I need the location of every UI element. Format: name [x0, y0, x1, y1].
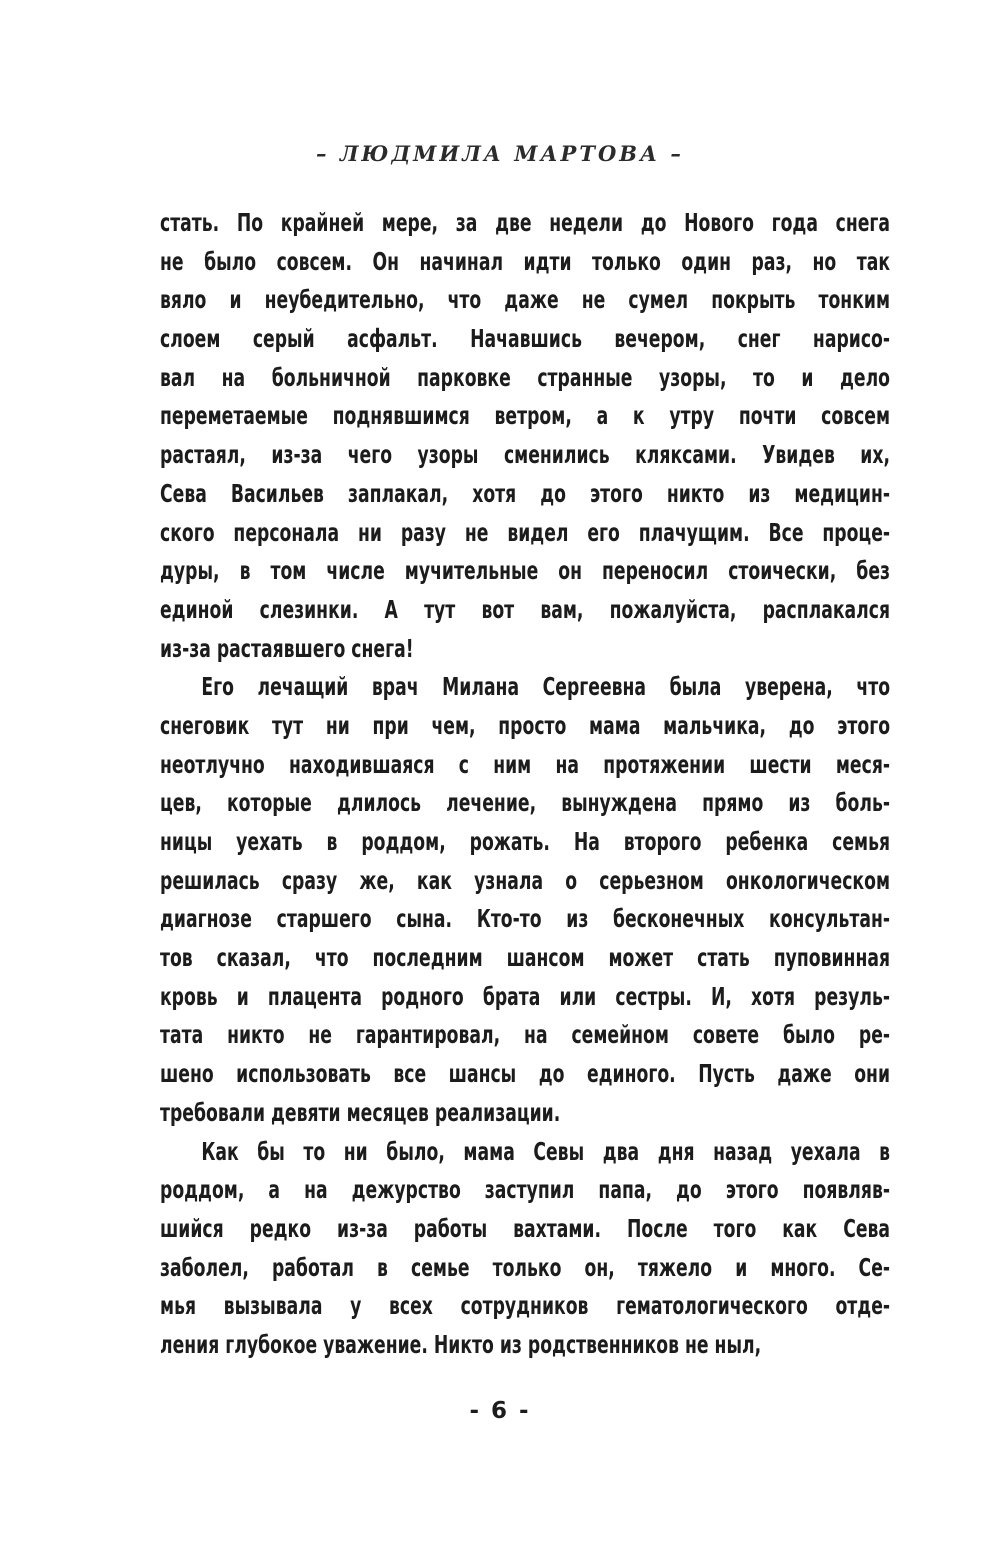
text-line: растаял, из-за чего узоры сменились кляксами. Увидев их,: [160, 440, 891, 470]
text-line: Сева Васильев заплакал, хотя до этого никто из медицин-: [160, 478, 891, 508]
page-number: - 6 -: [469, 1398, 531, 1424]
text-line: тов сказал, что последним шансом может стать пуповинная: [160, 943, 891, 973]
text-line: требовали девяти месяцев реализации.: [160, 1097, 561, 1127]
text-line: ницы уехать в роддом, рожать. На второго ребенка семья: [160, 827, 891, 856]
text-line: стать. По крайней мере, за две недели до Нового года снега: [160, 208, 891, 237]
text-line: роддом, а на дежурство заступил папа, до этого появляв-: [160, 1175, 891, 1205]
text-line: тата никто не гарантировал, на семейном совете было ре-: [160, 1020, 891, 1050]
text-line: неотлучно находившаяся с ним на протяжении шести меся-: [160, 749, 891, 779]
text-line: ления глубокое уважение. Никто из родственников не ныл,: [160, 1329, 762, 1359]
paragraph: [160, 668, 890, 1132]
text-line: переметаемые поднявшимся ветром, а к утру почти совсем: [160, 401, 891, 431]
text-line: Как бы то ни было, мама Севы два дня назад уехала в: [201, 1136, 891, 1166]
text-line: цев, которые длилось лечение, вынуждена прямо из боль-: [160, 788, 891, 818]
text-line: единой слезинки. А тут вот вам, пожалуйста, расплакался: [160, 594, 891, 624]
body-text: [160, 204, 890, 1365]
text-line: решилась сразу же, как узнала о серьезном онкологическом: [160, 865, 891, 895]
paragraph: [160, 204, 890, 668]
text-line: не было совсем. Он начинал идти только один раз, но так: [160, 246, 891, 276]
text-line: шийся редко из-за работы вахтами. После того как Сева: [160, 1213, 891, 1243]
text-line: снеговик тут ни при чем, просто мама мальчика, до этого: [160, 710, 891, 740]
text-line: ского персонала ни разу не видел его плачущим. Все проце-: [160, 517, 891, 547]
text-line: из-за растаявшего снега!: [160, 633, 414, 663]
text-line: шено использовать все шансы до единого. Пусть даже они: [160, 1059, 891, 1089]
text-line: дуры, в том числе мучительные он переносил стоически, без: [160, 556, 891, 586]
text-line: вал на больничной парковке странные узоры, то и дело: [160, 362, 891, 392]
running-head-author: – ЛЮДМИЛА МАРТОВА –: [316, 141, 684, 166]
text-line: Его лечащий врач Милана Сергеевна была уверена, что: [201, 672, 891, 702]
paragraph: [160, 1133, 890, 1365]
text-line: слоем серый асфальт. Начавшись вечером, снег нарисо-: [160, 324, 891, 354]
text-line: вяло и неубедительно, что даже не сумел покрыть тонким: [160, 285, 891, 315]
text-line: заболел, работал в семье только он, тяжело и много. Се-: [160, 1252, 891, 1282]
text-line: кровь и плацента родного брата или сестры. И, хотя резуль-: [160, 981, 891, 1011]
text-line: мья вызывала у всех сотрудников гематологического отде-: [160, 1291, 891, 1321]
text-line: диагнозе старшего сына. Кто-то из бесконечных консультан-: [160, 904, 891, 934]
